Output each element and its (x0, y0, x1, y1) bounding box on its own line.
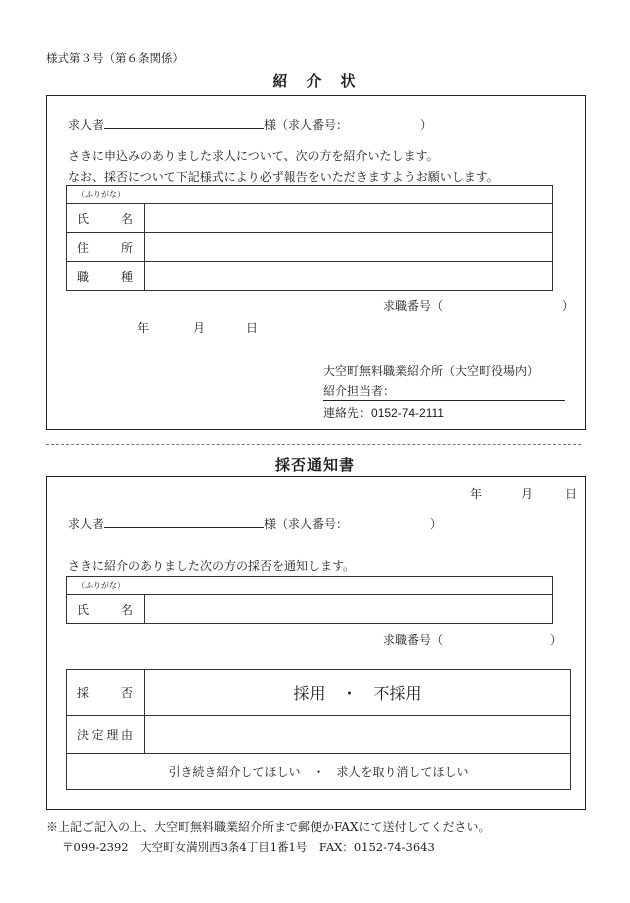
decision-label: 採 否 (77, 686, 133, 700)
notice-name-field[interactable] (145, 595, 553, 624)
contact-phone: 0152-74-2111 (371, 406, 444, 420)
decision-options[interactable]: 採用 ・ 不採用 (145, 670, 571, 716)
employer-line (68, 116, 432, 133)
staff-label: 紹介担当者： (323, 384, 396, 398)
notice-close-paren: ） (430, 517, 443, 531)
notice-employer-label: 求人者 (68, 517, 105, 531)
name-label: 氏 名 (77, 211, 133, 226)
notice-title: 採否通知書 (274, 456, 355, 474)
notice-job-seeker-number-label: 求職番号（ (383, 633, 444, 647)
notice-furigana-row (67, 577, 553, 595)
notice-name-label: 氏 名 (77, 602, 133, 617)
staff-field[interactable] (323, 382, 565, 401)
job-seeker-number-label: 求職番号（ (383, 299, 444, 313)
notice-name-label-cell (67, 595, 145, 624)
employer-name-field[interactable] (104, 116, 264, 129)
occupation-label: 職 種 (77, 269, 133, 284)
employer-suffix: 様（求人番号： (264, 118, 349, 132)
occupation-field[interactable] (145, 262, 553, 291)
footer-note: ※上記ご記入の上、大空町無料職業紹介所まで郵便かFAXにて送付してください。 (46, 820, 491, 834)
intro-line-1: さきに申込みのありました求人について、次の方を紹介いたします。 (68, 149, 439, 163)
office-name: 大空町無料職業紹介所（大空町役場内） (323, 364, 540, 378)
form-number: 様式第３号（第６条関係） (46, 51, 184, 65)
notice-date-month: 月 (521, 487, 534, 501)
reason-label-cell (67, 716, 145, 754)
furigana-row (67, 186, 553, 204)
close-paren: ） (420, 118, 433, 132)
reason-field[interactable] (145, 716, 571, 754)
name-label-cell (67, 204, 145, 233)
furigana-label: （ふりがな） (77, 190, 125, 199)
date-month: 月 (193, 321, 206, 335)
decision-label-cell (67, 670, 145, 716)
address-label: 住 所 (77, 240, 133, 255)
reason-label: 決定理由 (77, 728, 133, 742)
cut-line (46, 444, 581, 445)
job-seeker-number-close: ） (562, 299, 575, 313)
intro-line-2: なお、採否について下記様式により必ず報告をいただきますようお願いします。 (68, 170, 499, 184)
decision-table (66, 669, 571, 790)
notice-line-1: さきに紹介のありました次の方の採否を通知します。 (68, 559, 356, 573)
notice-applicant-table (66, 576, 553, 624)
employer-label: 求人者 (68, 118, 105, 132)
notice-employer-line (68, 515, 442, 532)
address-field[interactable] (145, 233, 553, 262)
date-day: 日 (246, 321, 259, 335)
applicant-table (66, 185, 553, 291)
contact-line (323, 404, 444, 421)
notice-date-year: 年 (470, 487, 483, 501)
address-label-cell (67, 233, 145, 262)
contact-label: 連絡先： (323, 406, 372, 420)
notice-job-seeker-number-close: ） (550, 633, 563, 647)
notice-date-day: 日 (565, 487, 578, 501)
notice-employer-suffix: 様（求人番号： (264, 517, 349, 531)
footer-address: 〒099-2392 大空町女満別西3条4丁目1番1号 FAX：0152-74-3643 (62, 840, 435, 854)
date-year: 年 (137, 321, 150, 335)
introduction-title: 紹 介 状 (272, 72, 358, 90)
occupation-label-cell (67, 262, 145, 291)
notice-employer-name-field[interactable] (104, 515, 264, 528)
name-field[interactable] (145, 204, 553, 233)
notice-furigana-label: （ふりがな） (77, 581, 125, 590)
follow-up-options[interactable]: 引き続き紹介してほしい ・ 求人を取り消してほしい (67, 754, 571, 790)
